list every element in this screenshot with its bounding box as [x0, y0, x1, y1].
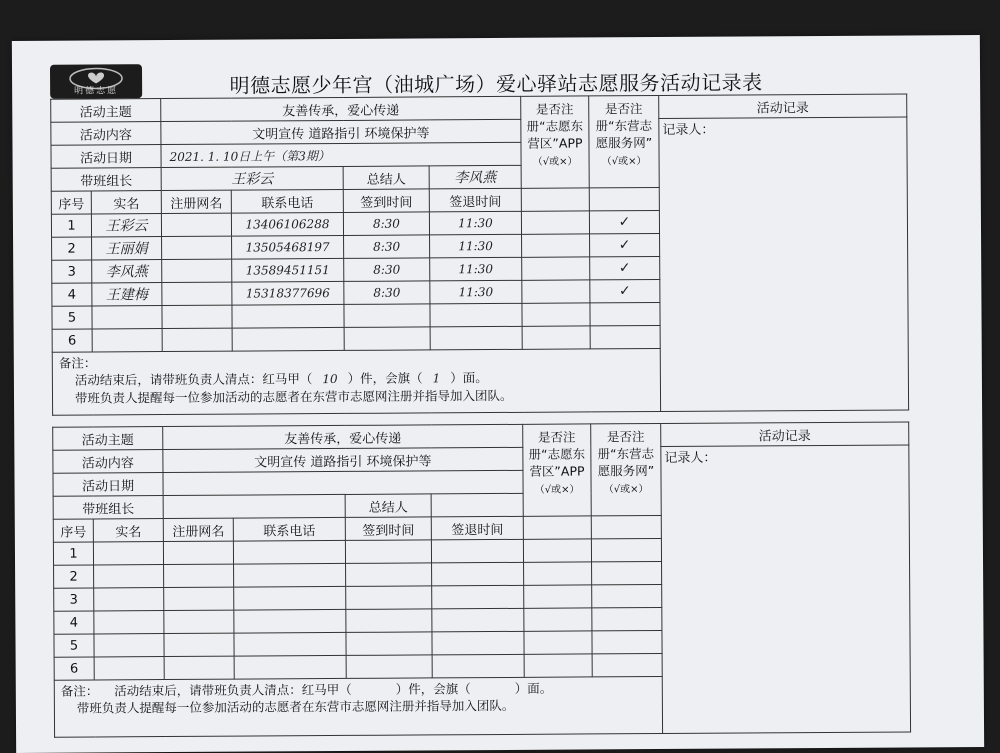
app-cell-header-blank: [521, 188, 589, 211]
summarizer-label: 总结人: [345, 494, 431, 518]
row-seq: 5: [54, 634, 94, 657]
content-label: 活动内容: [53, 450, 163, 474]
row-sign-out[interactable]: [432, 654, 524, 678]
row-net[interactable]: [590, 280, 660, 303]
reg-name-header: 注册网名: [161, 190, 231, 213]
row-sign-in[interactable]: [346, 563, 432, 587]
real-name-header: 实名: [93, 519, 163, 542]
row-sign-in[interactable]: 8:30: [343, 212, 429, 236]
row-phone[interactable]: [232, 304, 344, 328]
content-value[interactable]: 文明宣传 道路指引 环境保护等: [163, 447, 523, 472]
row-name[interactable]: 李风燕: [92, 260, 162, 283]
seq-header: 序号: [51, 191, 91, 214]
row-seq: 6: [54, 657, 94, 680]
date-value[interactable]: 2021. 1. 10日上午（第3期）: [161, 142, 521, 167]
activity-record-form-1: [50, 93, 909, 415]
row-app[interactable]: [522, 326, 590, 349]
row-sign-out[interactable]: 11:30: [429, 211, 521, 235]
row-net[interactable]: [590, 234, 660, 257]
summarizer-label: 总结人: [343, 166, 429, 190]
row-net[interactable]: [592, 562, 662, 585]
row-name[interactable]: [94, 634, 164, 657]
row-sign-in[interactable]: [346, 586, 432, 610]
row-name[interactable]: [92, 306, 162, 329]
row-seq: 1: [51, 214, 91, 237]
row-sign-out[interactable]: 11:30: [430, 257, 522, 281]
row-phone[interactable]: 15318377696: [232, 281, 344, 305]
vest-count[interactable]: 10: [322, 371, 338, 387]
flag-count[interactable]: 1: [432, 371, 441, 386]
recorder-label: 记录人：: [662, 122, 715, 138]
row-reg-name[interactable]: [164, 587, 234, 610]
row-phone[interactable]: 13406106288: [231, 212, 343, 236]
row-phone[interactable]: [234, 655, 346, 679]
sign-in-header: 签到时间: [343, 189, 429, 213]
row-seq: 4: [52, 283, 92, 306]
row-reg-name[interactable]: [164, 610, 234, 633]
row-app[interactable]: [524, 608, 592, 631]
row-sign-out[interactable]: [432, 608, 524, 632]
activity-record-header: 活动记录: [659, 94, 907, 119]
row-app[interactable]: [522, 234, 590, 257]
row-reg-name[interactable]: [162, 328, 232, 351]
row-seq: 6: [52, 329, 92, 352]
row-app[interactable]: [524, 562, 592, 585]
net-cell-header-blank: [589, 188, 659, 211]
theme-label: 活动主题: [51, 99, 161, 123]
row-phone[interactable]: [234, 632, 346, 656]
row-phone[interactable]: 13505468197: [232, 235, 344, 259]
row-reg-name[interactable]: [162, 236, 232, 259]
reg-name-header: 注册网名: [163, 518, 233, 541]
row-reg-name[interactable]: [163, 541, 233, 564]
row-sign-in[interactable]: 8:30: [344, 281, 430, 305]
row-net[interactable]: [592, 608, 662, 631]
row-net[interactable]: [590, 303, 660, 326]
flag-count[interactable]: [471, 681, 515, 696]
summarizer-value[interactable]: 李风燕: [429, 165, 521, 189]
row-reg-name[interactable]: [162, 282, 232, 305]
vest-count[interactable]: [352, 682, 396, 697]
row-phone[interactable]: [234, 586, 346, 610]
row-seq: 1: [53, 542, 93, 565]
seq-header: 序号: [53, 519, 93, 542]
row-sign-out[interactable]: [432, 631, 524, 655]
row-net[interactable]: [592, 631, 662, 654]
activity-record-form-2: [52, 421, 911, 737]
row-sign-in[interactable]: [344, 304, 430, 328]
row-sign-in[interactable]: [346, 609, 432, 633]
row-sign-out[interactable]: [431, 539, 523, 563]
leader-value[interactable]: [163, 494, 345, 518]
row-sign-in[interactable]: [346, 655, 432, 679]
activity-record-header: 活动记录: [661, 422, 909, 447]
leader-value[interactable]: 王彩云: [161, 166, 343, 190]
activity-record-box[interactable]: [659, 117, 909, 412]
row-net[interactable]: [591, 539, 661, 562]
row-app[interactable]: [524, 585, 592, 608]
row-net[interactable]: [592, 654, 662, 677]
leader-label: 带班组长: [51, 168, 161, 192]
phone-header: 联系电话: [231, 189, 343, 213]
row-sign-in[interactable]: [346, 632, 432, 656]
paper-sheet: [12, 35, 984, 753]
content-value[interactable]: 文明宣传 道路指引 环境保护等: [161, 119, 521, 144]
date-label: 活动日期: [51, 145, 161, 169]
row-phone[interactable]: [233, 540, 345, 564]
content-label: 活动内容: [51, 122, 161, 146]
row-reg-name[interactable]: [164, 564, 234, 587]
row-sign-out[interactable]: [430, 326, 522, 350]
recorder-label: 记录人：: [664, 450, 717, 466]
row-phone[interactable]: [232, 327, 344, 351]
sign-out-header: 签退时间: [429, 188, 521, 212]
row-sign-in[interactable]: [345, 540, 431, 564]
row-reg-name[interactable]: [162, 305, 232, 328]
sign-out-header: 签退时间: [431, 516, 523, 540]
row-seq: 2: [52, 237, 92, 260]
row-sign-in[interactable]: 8:30: [344, 258, 430, 282]
check-icon: ✓: [618, 283, 631, 300]
row-name[interactable]: [94, 657, 164, 680]
row-phone[interactable]: 13589451151: [232, 258, 344, 282]
row-net[interactable]: [589, 211, 659, 234]
check-icon: ✓: [618, 237, 631, 254]
phone-header: 联系电话: [233, 517, 345, 541]
row-name[interactable]: 王彩云: [91, 214, 161, 237]
activity-record-box[interactable]: [661, 445, 911, 734]
theme-value[interactable]: 友善传承，爱心传递: [163, 424, 523, 449]
row-sign-out[interactable]: 11:30: [430, 234, 522, 258]
row-sign-out[interactable]: 11:30: [430, 280, 522, 304]
row-app[interactable]: [524, 654, 592, 677]
net-registered-header: 是否注册“东营志愿服务网” （√或×）: [589, 96, 660, 188]
app-registered-header: 是否注册“志愿东营区”APP （√或×）: [523, 424, 592, 516]
remark-label: 备注：: [58, 355, 97, 371]
row-name[interactable]: 王丽娟: [92, 237, 162, 260]
app-registered-header: 是否注册“志愿东营区”APP （√或×）: [521, 96, 590, 188]
date-value[interactable]: [163, 470, 523, 495]
row-app[interactable]: [524, 631, 592, 654]
row-seq: 4: [54, 611, 94, 634]
remarks-section: 备注： 活动结束后，请带班负责人清点：红马甲（ ）件，会旗（ ）面。 带班负责人提醒每一位参加活动的志愿者在东营市志愿网注册并指导加入团队。: [54, 677, 662, 738]
row-seq: 2: [54, 565, 94, 588]
row-net[interactable]: [590, 326, 660, 349]
row-reg-name[interactable]: [164, 656, 234, 679]
app-cell-header-blank: [523, 516, 591, 539]
row-app[interactable]: [522, 280, 590, 303]
row-app[interactable]: [523, 539, 591, 562]
row-name[interactable]: [94, 588, 164, 611]
sign-in-header: 签到时间: [345, 517, 431, 541]
date-label: 活动日期: [53, 473, 163, 497]
remark-label: 备注：: [60, 683, 99, 699]
check-icon: ✓: [618, 214, 631, 231]
row-sign-out[interactable]: [432, 562, 524, 586]
row-seq: 3: [52, 260, 92, 283]
real-name-header: 实名: [91, 191, 161, 214]
net-cell-header-blank: [591, 516, 661, 539]
check-icon: ✓: [618, 260, 631, 277]
row-name[interactable]: [93, 542, 163, 565]
document-title: 明德志愿少年宫（油城广场）爱心驿站志愿服务活动记录表: [229, 70, 763, 98]
row-phone[interactable]: [234, 609, 346, 633]
row-sign-in[interactable]: 8:30: [344, 235, 430, 259]
row-app[interactable]: [522, 257, 590, 280]
row-reg-name[interactable]: [164, 633, 234, 656]
row-name[interactable]: [92, 329, 162, 352]
row-reg-name[interactable]: [161, 213, 231, 236]
theme-value[interactable]: 友善传承，爱心传递: [161, 96, 521, 121]
row-seq: 5: [52, 306, 92, 329]
logo-text: 明德志愿: [74, 86, 119, 97]
leader-label: 带班组长: [53, 496, 163, 520]
row-net[interactable]: [590, 257, 660, 280]
row-sign-in[interactable]: [344, 327, 430, 351]
row-name[interactable]: 王建梅: [92, 283, 162, 306]
row-app[interactable]: [522, 303, 590, 326]
summarizer-value[interactable]: [431, 493, 523, 517]
row-sign-out[interactable]: [432, 585, 524, 609]
row-name[interactable]: [94, 611, 164, 634]
row-seq: 3: [54, 588, 94, 611]
row-app[interactable]: [521, 211, 589, 234]
row-phone[interactable]: [234, 563, 346, 587]
row-sign-out[interactable]: [430, 303, 522, 327]
theme-label: 活动主题: [53, 427, 163, 451]
row-net[interactable]: [592, 585, 662, 608]
remarks-section: 备注： 活动结束后，请带班负责人清点：红马甲（ 10 ）件，会旗（ 1 ）面。 带班负责人提醒每一位参加活动的志愿者在东营市志愿网注册并指导加入团队。: [52, 349, 660, 416]
row-reg-name[interactable]: [162, 259, 232, 282]
row-name[interactable]: [94, 565, 164, 588]
net-registered-header: 是否注册“东营志愿服务网” （√或×）: [591, 424, 662, 516]
